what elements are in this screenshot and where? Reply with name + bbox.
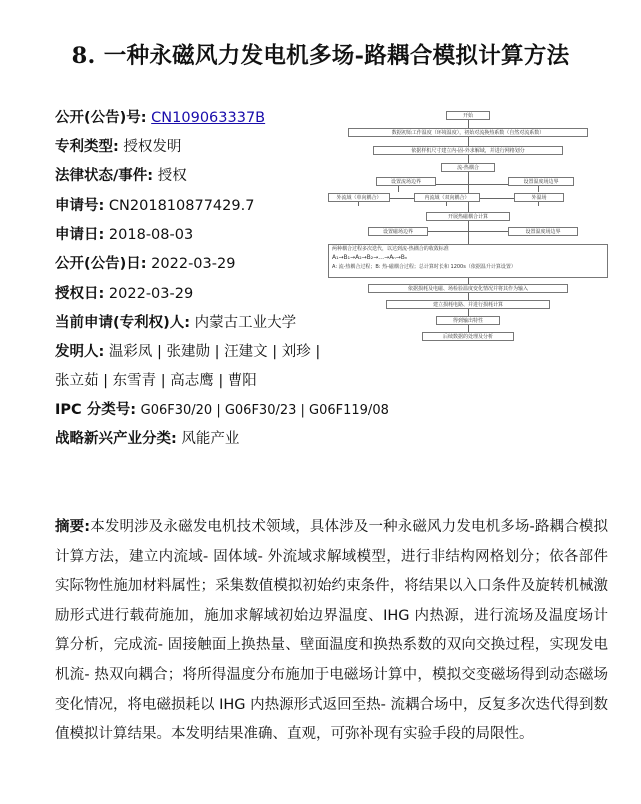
flowchart-box: 数据初始工作温度（环境温度），初始对流换热系数（自然对流系数） [348, 128, 588, 137]
field-value: CN201810877429.7 [108, 198, 255, 214]
flowchart-box: 流-热耦合 [441, 163, 495, 172]
flowchart-box: 外温场 [514, 193, 564, 202]
flowchart-box: 依据损耗及电磁、场检验温度变化情况并将其作为输入 [368, 284, 568, 293]
flowchart-box: 内流域（双向耦合） [414, 193, 480, 202]
flowchart-box: 依据样机尺寸建立内-固-外求解域，并进行网格划分 [373, 146, 563, 155]
flowchart-box-label: 两种耦合过程多次迭代，以达到流-热耦合的收敛标准 [332, 246, 449, 252]
field-publication-number [55, 108, 265, 128]
field-inventors [55, 338, 325, 396]
field-label: 申请号: [55, 198, 105, 214]
flowchart-box: 外流域（单向耦合） [328, 193, 390, 202]
flowchart-box: 设置流场边界 [376, 177, 436, 186]
flowchart-box: 后续数据的处理及分析 [422, 332, 514, 341]
abstract-paragraph [55, 513, 608, 750]
publication-number-link[interactable]: CN109063337B [151, 110, 266, 126]
flowchart-box: 建立损耗电路、并进行损耗计算 [386, 300, 550, 309]
field-label: 当前申请(专利权)人: [55, 315, 191, 331]
field-label: 法律状态/事件: [55, 168, 154, 184]
field-legal-status [55, 166, 187, 186]
field-label: 公开(公告)号: [55, 110, 147, 126]
field-application-date [55, 225, 193, 245]
field-publication-date [55, 254, 235, 274]
flowchart-box: 设置温度场边界 [508, 177, 574, 186]
flowchart-box: 开展热磁耦合计算 [426, 212, 510, 221]
field-ipc [55, 400, 389, 421]
field-application-number [55, 196, 254, 216]
flowchart-iteration-box [328, 244, 608, 278]
field-label: 专利类型: [55, 139, 119, 155]
field-value: 内蒙古工业大学 [194, 315, 297, 331]
field-applicant [55, 313, 296, 333]
flowchart-box: 开始 [446, 111, 490, 120]
field-label: 授权日: [55, 286, 105, 302]
flowchart-figure [328, 111, 608, 349]
abstract-label: 摘要: [55, 519, 91, 535]
field-value: 授权发明 [123, 139, 182, 155]
field-value: 风能产业 [181, 431, 240, 447]
field-label: 申请日: [55, 227, 105, 243]
field-industry [55, 429, 239, 449]
field-value: 授权 [157, 168, 187, 184]
field-value: G06F30/20 | G06F30/23 | G06F119/08 [140, 403, 389, 418]
page-title: 8. 一种永磁风力发电机多场-路耦合模拟计算方法 [71, 43, 570, 69]
flowchart-formula: A₁→B₁→A₂→B₂→…→Aₙ→Bₙ [332, 254, 408, 261]
field-value: 2022-03-29 [151, 256, 236, 272]
field-value: 2018-08-03 [108, 227, 194, 243]
abstract-text: 本发明涉及永磁发电机技术领域，具体涉及一种永磁风力发电机多场-路耦合模拟计算方法，建立内流域- 固体域- 外流域求解域模型，进行非结构网格划分；依各部件实际物性施加材料属性；采集数值模拟初始约束条件，将结果以入口条件及旋转机械激励形式进行载荷施加，施加求解域初始边界温度、IHG 内热源，进行流场及温度场计算分析，完成流- 固接触面上换热量、壁面温度和换热系数的双向交换过程，实现发电机流- 热双向耦合；将所得温度分布施加于电磁场计算中，模拟交变磁场得到动态磁场变化情况，将电磁损耗以 IHG 内热源形式返回至热- 流耦合场中，反复多次迭代得到数值模拟计算结果。本发明结果准确、直观，可弥补现有实验手段的局限性。 [55, 519, 608, 743]
flowchart-formula-note: A: 流-热耦合过程；B: 热-磁耦合过程；总计算时长和 1200s（依据温升计算设置） [332, 264, 516, 270]
field-label: 公开(公告)日: [55, 256, 147, 272]
field-label: IPC 分类号: [55, 402, 137, 418]
field-grant-date [55, 284, 193, 304]
field-value: 温彩凤 | 张建勋 | 汪建文 | 刘珍 | 张立茹 | 东雪青 | 高志鹰 | 曹阳 [55, 344, 321, 389]
field-label: 发明人: [55, 344, 105, 360]
field-value: 2022-03-29 [108, 286, 194, 302]
field-label: 战略新兴产业分类: [55, 431, 177, 447]
flowchart-box: 设置磁场边界 [368, 227, 428, 236]
flowchart-box: 得到输出特性 [436, 316, 500, 325]
flowchart-box: 设置温度场边界 [508, 227, 578, 236]
field-patent-type [55, 137, 181, 157]
